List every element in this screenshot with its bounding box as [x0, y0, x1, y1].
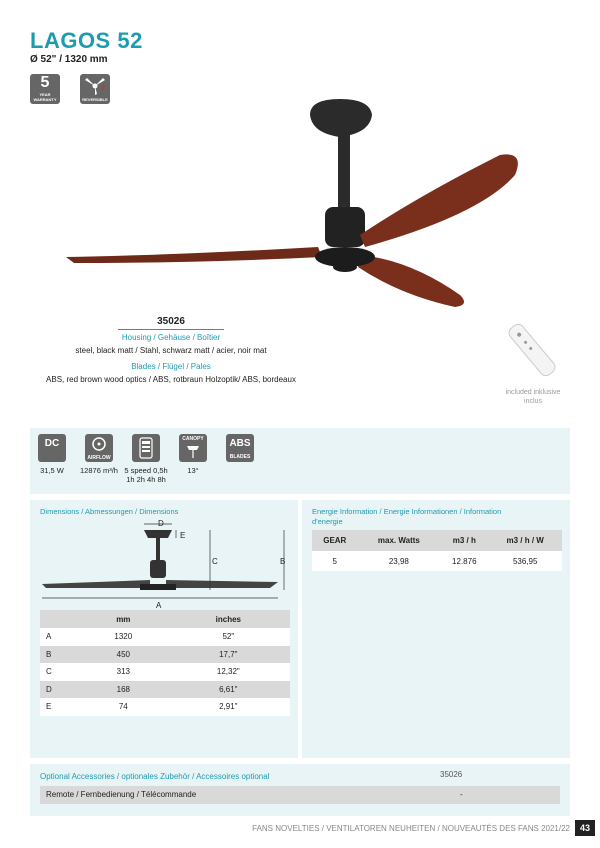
airflow-icon: AIRFLOW [85, 434, 113, 462]
feature-value: 13° [187, 466, 199, 475]
accessories-article-number: 35026 [440, 770, 463, 779]
energy-col-watts: max. Watts [358, 530, 441, 551]
accessory-row [40, 786, 560, 804]
table-row: D 168 6,61" [40, 681, 290, 699]
feature-dc [30, 434, 74, 475]
canopy-icon: CANOPY [179, 434, 207, 462]
warranty-text: YEAR WARRANTY [33, 92, 57, 102]
dim-letter-b: B [280, 557, 286, 566]
energy-col-gear: GEAR [312, 530, 358, 551]
warranty-number: 5 [40, 74, 50, 91]
accessory-name: Remote / Fernbedienung / Télécommande [46, 790, 197, 799]
dimensions-drawing [40, 518, 290, 610]
article-number: 35026 [118, 316, 224, 330]
energy-table [312, 530, 562, 571]
page-number: 43 [575, 820, 595, 836]
remote-speed-icon [132, 434, 160, 462]
table-row: E 74 2,91" [40, 698, 290, 716]
dim-letter-a: A [156, 601, 162, 610]
dim-letter-d: D [158, 519, 164, 528]
reversible-fan-icon [80, 74, 110, 96]
features-panel [30, 428, 570, 494]
table-row: A 1320 52" [40, 628, 290, 646]
accessory-value: - [460, 790, 463, 799]
feature-value: 12876 m³/h [80, 466, 118, 475]
housing-label: Housing / Gehäuse / Boîtier [121, 333, 221, 342]
page-footer: FANS NOVELTIES / VENTILATOREN NEUHEITEN / NOUVEAUTÉS DES FANS 2021/22 [252, 824, 570, 833]
feature-value: 5 speed 0,5h 1h 2h 4h 8h [124, 466, 168, 484]
feature-canopy [171, 434, 215, 475]
energy-panel [302, 500, 570, 758]
product-diameter: Ø 52" / 1320 mm [30, 54, 108, 65]
dim-col-inches: inches [167, 610, 290, 628]
energy-col-m3hw: m3 / h / W [488, 530, 562, 551]
remote-included-note: included inklusive inclus [505, 389, 561, 405]
warranty-badge-icon [30, 74, 60, 104]
dim-col-key [40, 610, 80, 628]
energy-title: Energie Information / Energie Informationen / Information d'energie [312, 507, 502, 526]
dimensions-title: Dimensions / Abmessungen / Dimensions [40, 507, 179, 516]
energy-col-m3h: m3 / h [440, 530, 488, 551]
blades-label: Blades / Flügel / Pales [131, 362, 211, 371]
dim-col-mm: mm [80, 610, 167, 628]
feature-abs-blades [218, 434, 262, 462]
feature-value: 31,5 W [40, 466, 64, 475]
product-title: LAGOS 52 [30, 28, 143, 53]
dim-letter-c: C [212, 557, 218, 566]
reversible-text: REVERSIBLE [82, 97, 108, 102]
feature-airflow [77, 434, 121, 475]
feature-speed [124, 434, 168, 484]
dimensions-panel [30, 500, 298, 758]
abs-blades-icon: ABS BLADES [226, 434, 254, 462]
table-row: C 313 12,32" [40, 663, 290, 681]
dimensions-table [40, 610, 290, 716]
accessories-title: Optional Accessories / optionales Zubehör / Accessoires optional [40, 772, 270, 781]
blades-value: ABS, red brown wood optics / ABS, rotbraun Holzoptik/ ABS, bordeaux [46, 375, 296, 384]
dim-letter-e: E [180, 531, 186, 540]
fan-product-image [60, 95, 530, 320]
housing-value: steel, black matt / Stahl, schwarz matt / acier, noir mat [75, 346, 267, 355]
dc-motor-icon: DC [38, 434, 66, 462]
accessories-panel [30, 764, 570, 816]
remote-control-image [504, 318, 560, 382]
table-row: 5 23,98 12.876 536,95 [312, 551, 562, 571]
table-row: B 450 17,7" [40, 646, 290, 664]
